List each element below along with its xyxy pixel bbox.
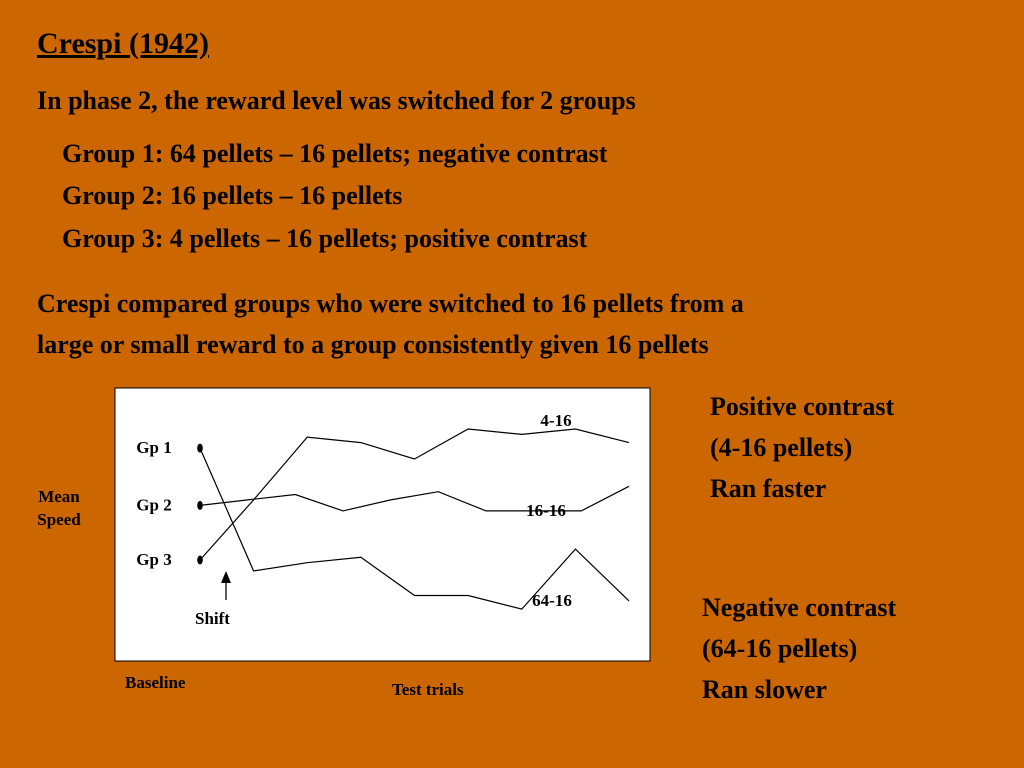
- negative-contrast-note: [702, 587, 896, 710]
- note-line: Positive contrast: [710, 392, 895, 421]
- slide-title: Crespi (1942): [37, 27, 209, 60]
- shift-label: Shift: [195, 609, 230, 628]
- baseline-marker-3: [197, 556, 203, 565]
- series-label-64-16: 64-16: [532, 591, 572, 610]
- note-line: (4-16 pellets): [710, 433, 853, 462]
- positive-contrast-note: [710, 386, 894, 509]
- note-line: Negative contrast: [702, 593, 897, 622]
- group-1-description: Group 1: 64 pellets – 16 pellets; negative contrast: [62, 139, 608, 168]
- baseline-marker-2: [197, 501, 203, 510]
- y-axis-label-line-1: Mean: [38, 487, 80, 506]
- note-line: Ran faster: [710, 474, 827, 503]
- note-line: Ran slower: [702, 675, 827, 704]
- baseline-label-gp-2: Gp 2: [136, 495, 172, 515]
- summary-line: large or small reward to a group consistently given 16 pellets: [37, 330, 709, 359]
- summary-line: Crespi compared groups who were switched to 16 pellets from a: [37, 289, 744, 318]
- baseline-marker-1: [197, 444, 203, 453]
- baseline-label-gp-1: Gp 1: [136, 438, 172, 458]
- x-axis-label: Test trials: [392, 680, 464, 699]
- y-axis-label-line-2: Speed: [37, 510, 81, 529]
- group-2-description: Group 2: 16 pellets – 16 pellets: [62, 181, 403, 210]
- baseline-axis-label: Baseline: [125, 673, 186, 692]
- intro-text: In phase 2, the reward level was switched for 2 groups: [37, 86, 636, 115]
- series-label-16-16: 16-16: [526, 501, 566, 520]
- series-label-4-16: 4-16: [540, 411, 572, 430]
- baseline-label-gp-3: Gp 3: [136, 550, 172, 569]
- group-3-description: Group 3: 4 pellets – 16 pellets; positive contrast: [62, 224, 588, 253]
- note-line: (64-16 pellets): [702, 634, 858, 663]
